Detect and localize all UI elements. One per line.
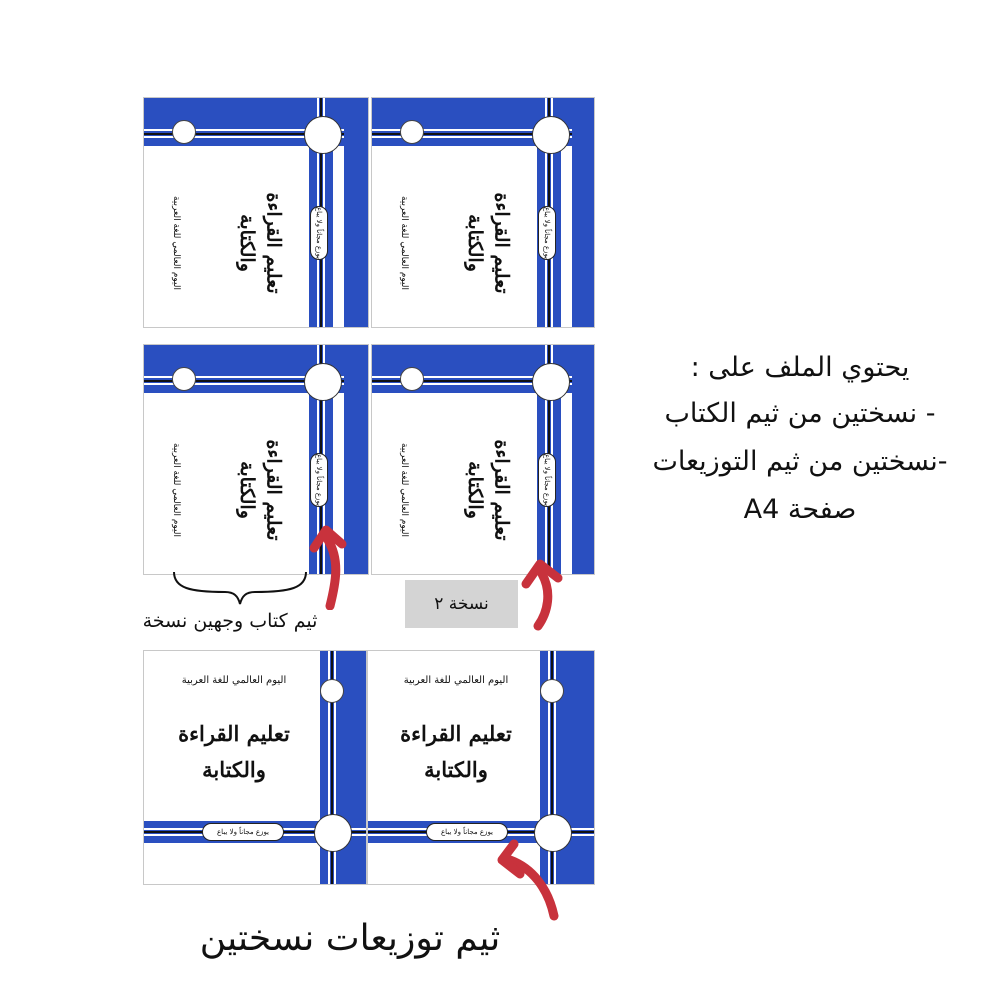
calligraphy-seal-icon xyxy=(314,814,352,852)
book-theme-label: ثيم كتاب وجهين نسخة xyxy=(142,610,318,632)
card-title-line1: تعليم القراءة xyxy=(178,721,290,746)
palm-swords-emblem-icon xyxy=(540,679,564,703)
curved-arrow-icon xyxy=(518,552,588,632)
curved-arrow-icon xyxy=(492,834,572,924)
palm-swords-emblem-icon xyxy=(320,679,344,703)
cover-title-line2: والكتابة xyxy=(463,214,486,272)
description-line3: -نسختين من ثيم التوزيعات xyxy=(652,446,948,477)
calligraphy-seal-icon xyxy=(304,116,342,154)
cover-badge: يوزع مجاناً ولا يباع xyxy=(538,453,556,507)
calligraphy-seal-icon xyxy=(304,363,342,401)
card-badge: يوزع مجاناً ولا يباع xyxy=(426,823,508,841)
calligraphy-seal-icon xyxy=(532,116,570,154)
cover-badge: يوزع مجاناً ولا يباع xyxy=(310,206,328,260)
card-title-line2: والكتابة xyxy=(424,757,488,782)
card-title-line1: تعليم القراءة xyxy=(400,721,512,746)
book-cover-top-right xyxy=(371,97,595,328)
card-title-line2: والكتابة xyxy=(202,757,266,782)
cover-title-line1: تعليم القراءة xyxy=(490,192,513,294)
distribution-theme-label: ثيم توزيعات نسختين xyxy=(199,918,501,959)
palm-swords-emblem-icon xyxy=(172,367,196,391)
cover-subtitle: اليوم العالمي للغة العربية xyxy=(171,195,181,291)
cover-title-line2: والكتابة xyxy=(235,214,258,272)
calligraphy-seal-icon xyxy=(532,363,570,401)
description-line2: - نسختين من ثيم الكتاب xyxy=(664,398,936,429)
copy-2-label: نسخة ٢ xyxy=(405,580,518,628)
palm-swords-emblem-icon xyxy=(400,367,424,391)
cover-title-line2: والكتابة xyxy=(235,461,258,519)
cover-badge: يوزع مجاناً ولا يباع xyxy=(538,206,556,260)
card-subtitle: اليوم العالمي للغة العربية xyxy=(403,675,509,686)
curly-brace-icon xyxy=(170,570,310,606)
description-line1: يحتوي الملف على : xyxy=(690,352,910,383)
cover-title-line1: تعليم القراءة xyxy=(262,439,285,541)
palm-swords-emblem-icon xyxy=(172,120,196,144)
cover-subtitle: اليوم العالمي للغة العربية xyxy=(399,195,409,291)
card-badge: يوزع مجاناً ولا يباع xyxy=(202,823,284,841)
curved-arrow-icon xyxy=(300,520,370,610)
book-cover-top-left xyxy=(143,97,369,328)
distribution-card-left xyxy=(143,650,367,885)
card-subtitle: اليوم العالمي للغة العربية xyxy=(181,675,287,686)
cover-title-line1: تعليم القراءة xyxy=(490,439,513,541)
book-cover-bottom-right xyxy=(371,344,595,575)
cover-subtitle: اليوم العالمي للغة العربية xyxy=(171,442,181,538)
description-line4: صفحة A4 xyxy=(743,494,857,525)
cover-badge: يوزع مجاناً ولا يباع xyxy=(310,453,328,507)
cover-title-line2: والكتابة xyxy=(463,461,486,519)
palm-swords-emblem-icon xyxy=(400,120,424,144)
cover-title-line1: تعليم القراءة xyxy=(262,192,285,294)
cover-subtitle: اليوم العالمي للغة العربية xyxy=(399,442,409,538)
